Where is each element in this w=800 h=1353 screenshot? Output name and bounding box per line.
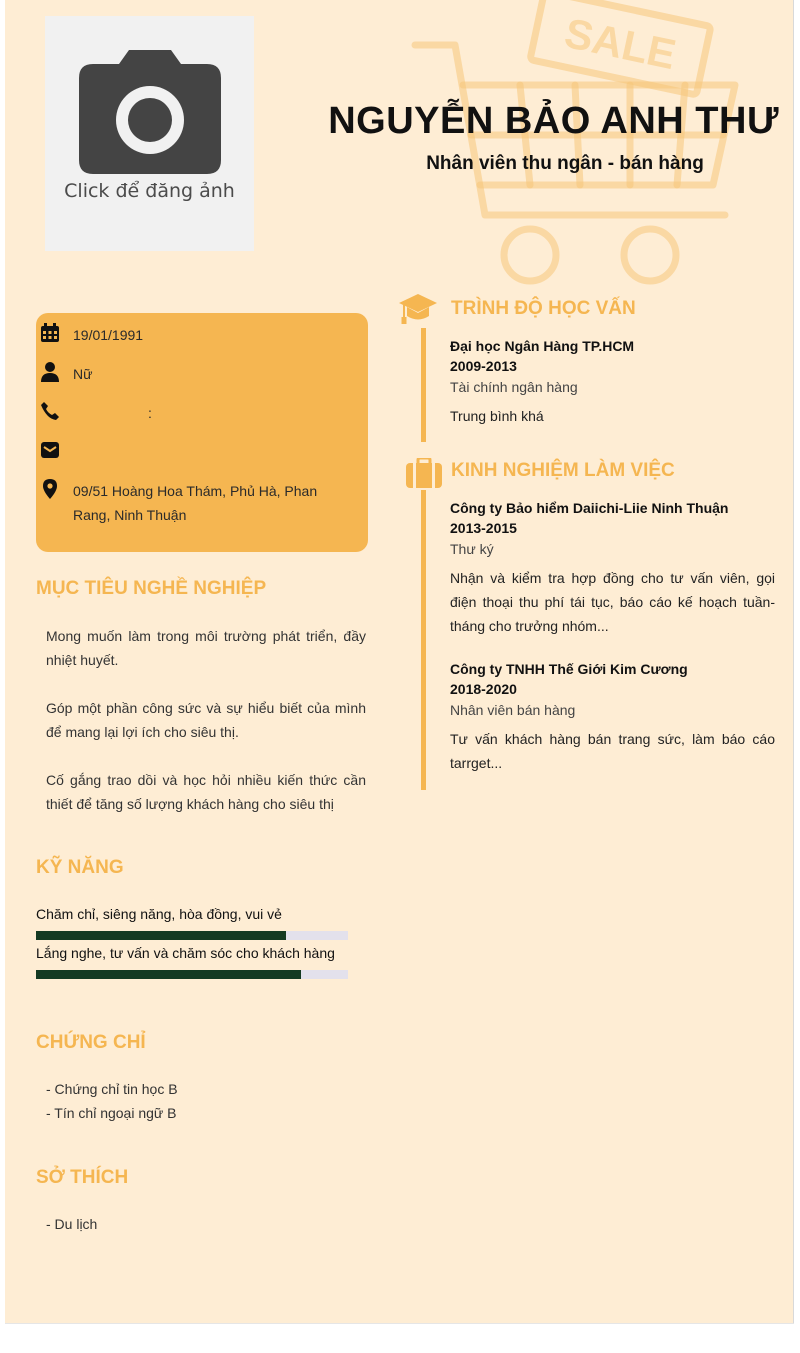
certificates-title: CHỨNG CHỈ — [36, 1032, 146, 1053]
calendar-icon — [40, 323, 60, 343]
page-footer-strip — [5, 1323, 794, 1353]
envelope-icon — [40, 440, 60, 460]
sale-tag-text: SALE — [560, 8, 680, 79]
skill-bar-fill-2 — [36, 970, 301, 979]
job-1-years: 2013-2015 — [450, 520, 517, 536]
certificate-item-2: - Tín chỉ ngoại ngữ B — [46, 1105, 177, 1121]
job-1-company: Công ty Bảo hiểm Daiichi-Liie Ninh Thuận — [450, 500, 729, 516]
shopping-cart-icon — [405, 0, 745, 290]
objective-paragraph-1: Mong muốn làm trong môi trường phát triển, đầy nhiệt huyết. — [46, 628, 366, 668]
job-title: Nhân viên thu ngân - bán hàng — [426, 153, 704, 174]
photo-upload-label: Click để đăng ảnh — [64, 180, 235, 202]
education-school: Đại học Ngân Hàng TP.HCM — [450, 338, 635, 354]
job-2-years: 2018-2020 — [450, 681, 517, 697]
phone-icon — [40, 401, 60, 421]
skill-label-1: Chăm chỉ, siêng năng, hòa đồng, vui vẻ — [36, 906, 282, 922]
contact-info-box — [36, 313, 368, 552]
birthday-value: 19/01/1991 — [73, 327, 144, 343]
skill-bar-1 — [36, 931, 348, 940]
candidate-name: NGUYỄN BẢO ANH THƯ — [328, 100, 779, 142]
camera-icon — [79, 50, 221, 174]
address-value: 09/51 Hoàng Hoa Thám, Phủ Hà, Phan Rang, Ninh Thuận — [73, 483, 318, 523]
gender-value: Nữ — [73, 366, 93, 382]
job-1-position: Thư ký — [450, 541, 494, 557]
map-pin-icon — [40, 479, 60, 499]
job-2-description: Tư vấn khách hàng bán trang sức, làm báo cáo tarrget... — [450, 731, 775, 771]
person-icon — [40, 362, 60, 382]
job-1-description: Nhận và kiểm tra hợp đồng cho tư vấn viên, gọi điện thoại thu phí tái tục, báo cáo kế hoạch tuần-tháng cho trưởng nhóm... — [450, 570, 775, 634]
skills-title: KỸ NĂNG — [36, 857, 124, 878]
education-major: Tài chính ngân hàng — [450, 379, 578, 395]
skill-bar-2 — [36, 970, 348, 979]
briefcase-icon — [406, 458, 442, 488]
skill-bar-fill-1 — [36, 931, 286, 940]
experience-title: KINH NGHIỆM LÀM VIỆC — [451, 460, 675, 481]
education-grade: Trung bình khá — [450, 408, 544, 424]
objective-paragraph-2: Góp một phần công sức và sự hiểu biết của mình để mang lại lợi ích cho siêu thị. — [46, 700, 366, 740]
hobby-item-1: - Du lịch — [46, 1216, 98, 1232]
skill-label-2: Lắng nghe, tư vấn và chăm sóc cho khách hàng — [36, 945, 335, 961]
photo-upload-button[interactable] — [45, 16, 254, 251]
phone-value: : — [148, 405, 152, 421]
cv-page — [5, 0, 794, 1323]
hobbies-title: SỞ THÍCH — [36, 1167, 129, 1188]
education-title: TRÌNH ĐỘ HỌC VẤN — [451, 298, 636, 319]
certificate-item-1: - Chứng chỉ tin học B — [46, 1081, 178, 1097]
education-timeline-line — [421, 328, 426, 442]
job-2-company: Công ty TNHH Thế Giới Kim Cương — [450, 661, 688, 677]
job-2-position: Nhân viên bán hàng — [450, 702, 576, 718]
experience-timeline-line — [421, 490, 426, 790]
objective-paragraph-3: Cố gắng trao dồi và học hỏi nhiều kiến thức cần thiết để tăng số lượng khách hàng cho siêu thị — [46, 772, 366, 812]
objective-title: MỤC TIÊU NGHỀ NGHIỆP — [36, 578, 267, 599]
education-years: 2009-2013 — [450, 358, 517, 374]
graduation-cap-icon — [398, 292, 438, 326]
